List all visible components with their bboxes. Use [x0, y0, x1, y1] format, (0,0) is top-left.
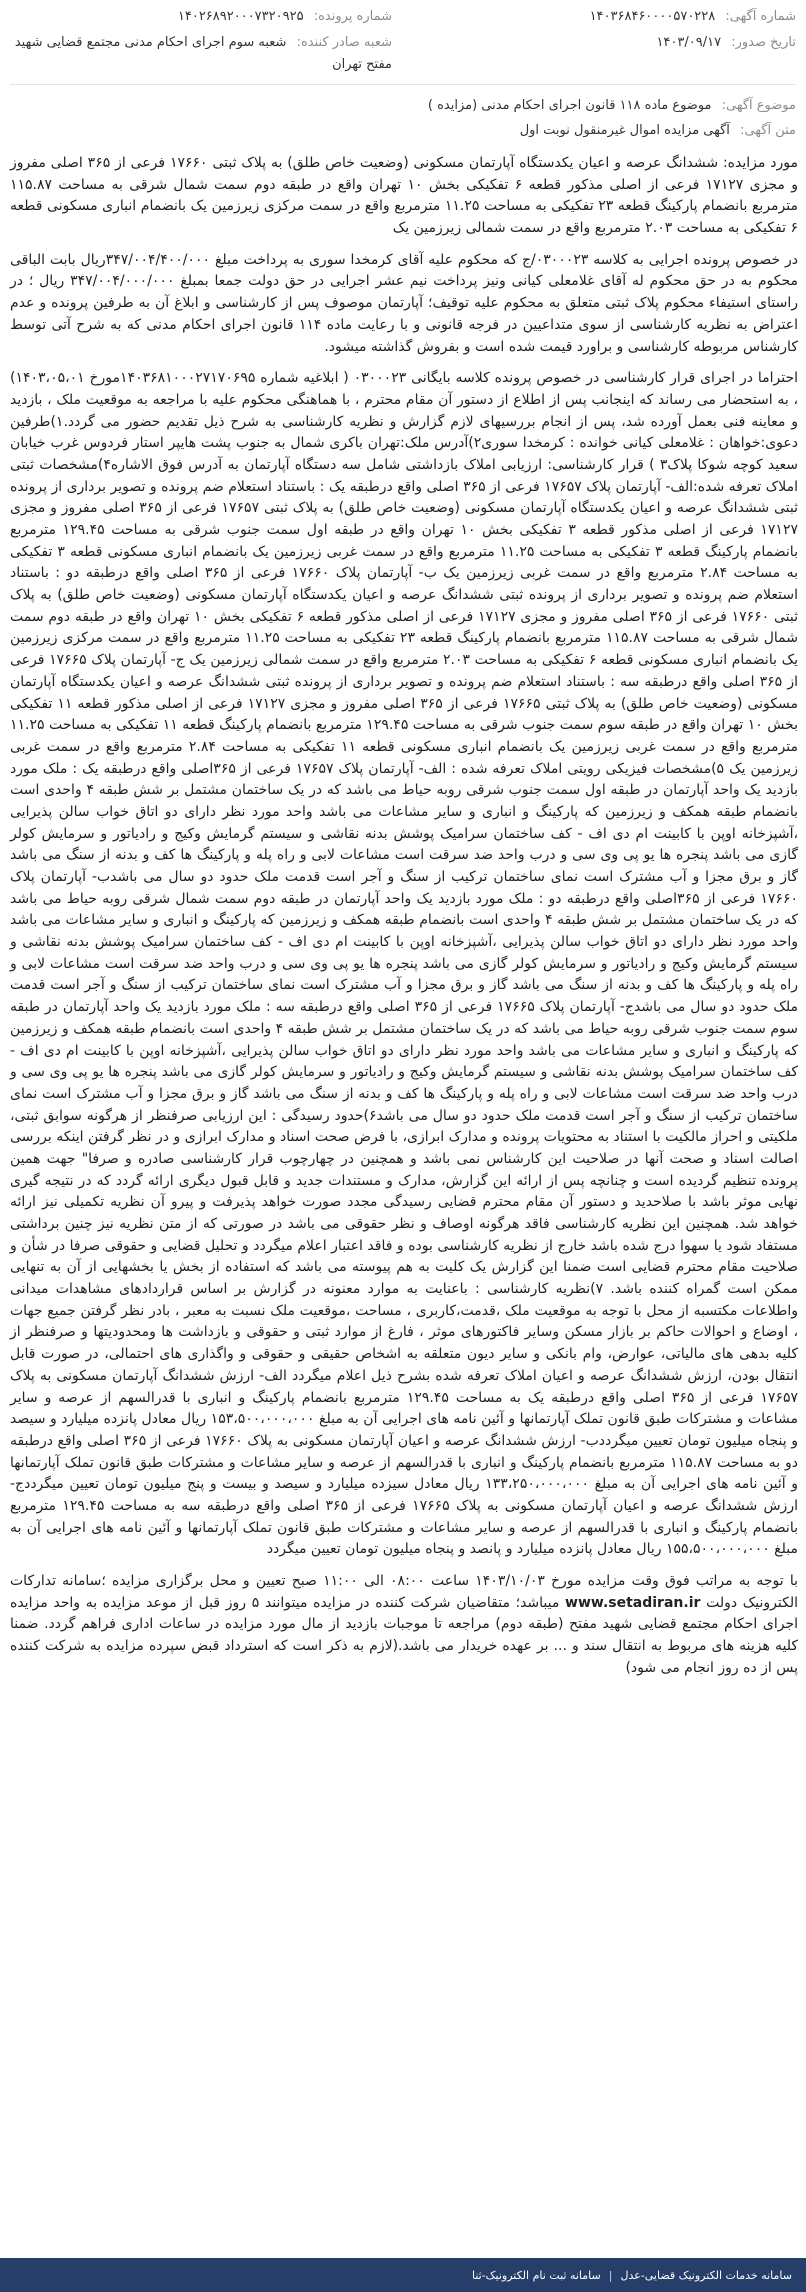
auction-schedule-paragraph — [10, 1571, 798, 1679]
notice-text-value: آگهی مزایده اموال غیرمنقول نوبت اول — [519, 123, 730, 138]
case-number-label: شماره پرونده: — [313, 9, 392, 24]
site-footer — [0, 2258, 806, 2292]
issuing-branch-field — [10, 32, 392, 76]
issuing-branch-label: شعبه صادر کننده: — [296, 35, 392, 50]
issue-date-field — [404, 32, 796, 76]
notice-subject-label: موضوع آگهی: — [721, 98, 796, 113]
setadiran-url: www.setadiran.ir — [565, 1594, 701, 1611]
auction-schedule-text-end: میباشد؛ متقاضیان شرکت کننده در مزایده میتوانند ۵ روز قبل از موعد مزایده به واحد مزایده اجرای احکام مجتمع قضایی شهید مفتح (طبقه دوم) مراجعه تا موجبات بازدید از مال مورد مزایده در ساعات اداری فراهم گردد. ضمنا کلیه هزینه های مربوط به انتقال سند و ... بر عهده خریدار می باشد.(لازم به ذکر است که استرداد قبض سپرده مزایده به شرکت کننده پس از ده روز انجام می شود) — [10, 1594, 798, 1676]
notice-text-label: متن آگهی: — [740, 123, 796, 138]
footer-link-sana[interactable]: سامانه ثبت نام الکترونیک-ثنا — [471, 2268, 601, 2282]
issue-date-value: ۱۴۰۳/۰۹/۱۷ — [656, 35, 722, 50]
notice-number-label: شماره آگهی: — [725, 9, 796, 24]
issuing-branch-value: شعبه سوم اجرای احکام مدنی مجتمع قضایی شهید مفتح تهران — [14, 35, 392, 72]
notice-text-title — [10, 118, 796, 143]
expert-report-paragraph: احتراما در اجرای قرار کارشناسی در خصوص پرونده کلاسه بایگانی ۰۳۰۰۰۲۳ ( ابلاغیه شماره ۱۴۰۳۶۸۱۰۰۰۲۷۱۷۰۶۹۵مورخ ۱۴۰۳،۰۵،۰۱) ، به استحضار می رساند که اینجانب پس از اطلاع از دستور آن مقام محترم ، با هماهنگی محکوم علیه با مراجعه به موقعیت ملک ، بازدید و معاینه فنی بعمل آورده شد، پس از انجام بررسیهای لازم گزارش و نظریه کارشناسی به شرح ذیل تقدیم حضور می گردد.۱)طرفین دعوی:خواهان : غلامعلی کیانی خوانده : کرمخدا سوری۲)آدرس ملک:تهران باکری شمال به جنوب پشت هایپر استار فردوس غرب خیابان سعید کوچه شوکا پلاک۳ ) قرار کارشناسی: ارزیابی املاک بازداشتی شامل سه دستگاه آپارتمان به آدرس فوق الاشاره۴)مشخصات ثبتی املاک تعرفه شده:الف- آپارتمان پلاک ۱۷۶۵۷ فرعی از ۳۶۵ اصلی واقع درطبقه یک : باستناد استعلام ضم پرونده و تصویر برداری از پرونده ثبتی ششدانگ عرصه و اعیان یکدستگاه آپارتمان مسکونی (وضعیت خاص طلق) به پلاک ثبتی ۱۷۶۵۷ فرعی از ۳۶۵ اصلی مفروز و مجزی ۱۷۱۲۷ فرعی از اصلی مذکور قطعه ۳ تفکیکی بخش ۱۰ تهران واقع در طبقه اول سمت جنوب شرقی به مساحت ۱۲۹.۴۵ مترمربع بانضمام پارکینگ قطعه ۳ تفکیکی به مساحت ۱۱.۲۵ مترمربع واقع در سمت غربی زیرزمین یک بانضمام انباری مسکونی قطعه ۳ تفکیکی به مساحت ۲.۸۴ مترمربع واقع در سمت غربی زیرزمین یک ب- آپارتمان پلاک ۱۷۶۶۰ فرعی از ۳۶۵ اصلی واقع درطبقه دو : باستناد استعلام ضم پرونده و تصویر برداری از پرونده ثبتی ششدانگ عرصه و اعیان یکدستگاه آپارتمان مسکونی (وضعیت خاص طلق) به پلاک ثبتی ۱۷۶۶۰ فرعی از ۳۶۵ اصلی مفروز و مجزی ۱۷۱۲۷ فرعی از اصلی مذکور قطعه ۶ تفکیکی بخش ۱۰ تهران واقع در طبقه دوم سمت شمال شرقی به مساحت ۱۱۵.۸۷ مترمربع بانضمام پارکینگ قطعه ۲۳ تفکیکی به مساحت ۱۱.۲۵ مترمربع واقع در سمت مرکزی زیرزمین یک بانضمام انباری مسکونی قطعه ۶ تفکیکی به مساحت ۲.۰۳ مترمربع واقع در سمت شمالی زیرزمین یک ج- آپارتمان پلاک ۱۷۶۶۵ فرعی از ۳۶۵ اصلی واقع درطبقه سه : باستناد استعلام ضم پرونده و تصویر برداری از پرونده ثبتی ششدانگ عرصه و اعیان یکدستگاه آپارتمان مسکونی (وضعیت خاص طلق) به پلاک ثبتی ۱۷۶۶۵ فرعی از ۳۶۵ اصلی مفروز و مجزی ۱۷۱۲۷ فرعی از اصلی مذکور قطعه ۱۱ تفکیکی بخش ۱۰ تهران واقع در طبقه سوم سمت جنوب شرقی به مساحت ۱۲۹.۴۵ مترمربع بانضمام پارکینگ قطعه ۱۱ تفکیکی به مساحت ۱۱.۲۵ مترمربع واقع در سمت غربی زیرزمین یک بانضمام انباری مسکونی قطعه ۱۱ تفکیکی به مساحت ۲.۸۴ مترمربع واقع در سمت غربی زیرزمین یک ۵)مشخصات فیزیکی رویتی املاک تعرفه شده : الف- آپارتمان پلاک ۱۷۶۵۷ فرعی از ۳۶۵اصلی واقع درطبقه یک : ملک مورد بازدید یک واحد آپارتمان در طبقه اول سمت جنوب شرقی روبه حیاط می باشد که در یک ساختمان مشتمل بر شش طبقه ۴ واحدی است بانضمام طبقه همکف و زیرزمین که پارکینگ و انباری و سایر مشاعات می باشد واحد مورد نظر دارای دو اتاق خواب سالن پذیرایی ،آشپزخانه اوپن با کابینت ام دی اف - کف ساختمان سرامیک پوشش بدنه نقاشی و سیستم گرمایش وکیج و رادیاتور و سرمایش کولر گازی می باشد پنجره ها یو پی وی سی و درب واحد ضد سرقت است مشاعات لابی و راه پله و پارکینگ ها کف و بدنه از سنگ می باشد گاز و برق مجزا و آب مشترک است نمای ساختمان ترکیب از سنگ و آجر است قدمت ملک حدود دو سال می باشدب- آپارتمان پلاک ۱۷۶۶۰ فرعی از ۳۶۵اصلی واقع درطبقه دو : ملک مورد بازدید یک واحد آپارتمان در طبقه دوم سمت شمال شرقی روبه حیاط می باشد که در یک ساختمان مشتمل بر شش طبقه ۴ واحدی است بانضمام طبقه همکف و زیرزمین که پارکینگ و انباری و سایر مشاعات می باشد واحد مورد نظر دارای دو اتاق خواب سالن پذیرایی ،آشپزخانه اوپن با کابینت ام دی اف - کف ساختمان سرامیک پوشش بدنه نقاشی و سیستم گرمایش وکیج و رادیاتور و سرمایش کولر گازی می باشد پنجره ها یو پی وی سی و درب واحد ضد سرقت است مشاعات لابی و راه پله و پارکینگ ها کف و بدنه از سنگ می باشد گاز و برق مجزا و آب مشترک است نمای ساختمان ترکیب از سنگ و آجر است قدمت ملک حدود دو سال می باشدج- آپارتمان پلاک ۱۷۶۶۵ فرعی از ۳۶۵ اصلی واقع درطبقه سه : ملک مورد بازدید یک واحد آپارتمان در طبقه سوم سمت جنوب شرقی روبه حیاط می باشد که در یک ساختمان مشتمل بر شش طبقه ۴ واحدی است بانضمام طبقه همکف و زیرزمین که پارکینگ و انباری و سایر مشاعات می باشد واحد مورد نظر دارای دو اتاق خواب سالن پذیرایی ،آشپزخانه اوپن با کابینت ام دی اف - کف ساختمان سرامیک پوشش بدنه نقاشی و سیستم گرمایش وکیج و رادیاتور و سرمایش کولر گازی می باشد پنجره ها یو پی وی سی و درب واحد ضد سرقت است مشاعات لابی و راه پله و پارکینگ ها کف و بدنه از سنگ می باشد گاز و برق مجزا و آب مشترک است نمای ساختمان ترکیب از سنگ و آجر است قدمت ملک حدود دو سال می باشد۶)حدود رسیدگی : این ارزیابی صرفنظر از هرگونه سوابق ثبتی، ملکیتی و احراز مالکیت با استناد به محتویات پرونده و مدارک ابرازی، با فرض صحت اسناد و مدارک ابرازی و در نظر گرفتن اینکه بررسی اصالت اسناد و صحت آنها در صلاحیت این کارشناس نمی باشد و همچنین در چهارچوب قرار کارشناسی صادره و صرفا" جهت همین پرونده تنظیم گردیده است و چنانچه پس از ارائه این گزارش، مدارک و مستندات جدید و قابل قبول دیگری ارائه گردد که در نتیجه گیری نهایی موثر باشد با صلاحدید و دستور آن مقام محترم قضایی رسیدگی مجدد صورت خواهد پذیرفت و پیرو آن نظریه تکمیلی نیز ارائه خواهد شد. همچنین این نظریه کارشناسی فاقد هرگونه اوصاف و نظر حقوقی می باشد در صورتی که از متن نظریه نیز چنین برداشتی مستفاد شود یا سهوا درج شده باشد خارج از نظریه کارشناسی بوده و فاقد اعتبار اعلام میگردد و تحلیل قضایی و حقوقی صرفا در شأن و صلاحیت مقام محترم قضایی است ضمنا این گزارش یک کلیت به هم پیوسته می باشد که استفاده از بخش یا بخشهایی از آن به تنهایی ممکن است گمراه کننده باشد. ۷)نظریه کارشناسی : باعنایت به موارد معنونه در گزارش بر اساس قراردادهای مشاهدات میدانی واطلاعات مکتسبه از محل با توجه به موقعیت ملک ،قدمت،کاربری ، مساحت ،موقعیت ملک نسبت به معبر ، بادر نظر گرفتن جمیع جهات ، اوضاع و احوالات حاکم بر بازار مسکن وسایر فاکتورهای موثر ، فارغ از موارد ثبتی و حقوقی و بازداشت ها ومحدودیتها و صرفنظر از کلیه بدهی های مالیاتی، عوارض، وام بانکی و سایر دیون متعلقه به اشخاص حقیقی و حقوقی و واگذاری های احتمالی، در صورت قابل انتقال بودن، ارزش ششدانگ عرصه و اعیان املاک تعرفه شده بشرح ذیل اعلام میگردد الف- ارزش ششدانگ آپارتمان مسکونی به پلاک ۱۷۶۵۷ فرعی از ۳۶۵ اصلی واقع درطبقه یک به مساحت ۱۲۹.۴۵ مترمربع بانضمام پارکینگ و انباری با قدرالسهم از عرصه و سایر مشاعات و مشترکات طبق قانون تملک آپارتمانها و آئین نامه های اجرایی آن به مبلغ ۱۵۳،۵۰۰،۰۰۰،۰۰۰ ریال معادل پانزده میلیارد و سیصد و پنجاه میلیون تومان تعیین میگرددب- ارزش ششدانگ عرصه و اعیان آپارتمان مسکونی به پلاک ۱۷۶۶۰ فرعی از ۳۶۵ اصلی واقع درطبقه دو به مساحت ۱۱۵.۸۷ مترمربع بانضمام پارکینگ و انباری با قدرالسهم از عرصه و سایر مشاعات و مشترکات طبق قانون تملک آپارتمانها و آئین نامه های اجرایی آن به مبلغ ۱۳۳،۲۵۰،۰۰۰،۰۰۰ ریال معادل سیزده میلیارد و سیصد و بیست و پنج میلیون تومان تعیین میگرددج- ارزش ششدانگ عرصه و اعیان آپارتمان مسکونی به پلاک ۱۷۶۶۵ فرعی از ۳۶۵ اصلی واقع درطبقه سه به مساحت ۱۲۹.۴۵ مترمربع بانضمام پارکینگ و انباری با قدرالسهم از عرصه و سایر مشاعات و مشترکات طبق قانون تملک آپارتمانها و آئین نامه های اجرایی آن به مبلغ ۱۵۵،۵۰۰،۰۰۰،۰۰۰ ریال معادل پانزده میلیارد و پانصد و پنجاه میلیون تومان تعیین میگردد — [10, 370, 799, 1558]
notice-meta — [0, 85, 806, 143]
footer-link-adl[interactable]: سامانه خدمات الکترونیک قضایی-عدل — [620, 2268, 792, 2282]
issue-date-label: تاریخ صدور: — [731, 35, 796, 50]
auction-schedule-text-start: با توجه به مراتب فوق وقت مزایده مورخ ۱۴۰۳/۱۰/۰۳ ساعت ۰۸:۰۰ الی ۱۱:۰۰ صبح تعیین و محل برگزاری مزایده ؛سامانه تدارکات الکترونیک دولت — [10, 1573, 799, 1611]
notice-subject — [10, 93, 796, 118]
notice-header — [0, 0, 806, 76]
notice-number-value: ۱۴۰۳۶۸۴۶۰۰۰۰۵۷۰۲۲۸ — [589, 9, 716, 24]
auction-item-paragraph: مورد مزایده: ششدانگ عرصه و اعیان یکدستگاه آپارتمان مسکونی (وضعیت خاص طلق) به پلاک ثبتی ۱۷۶۶۰ فرعی از ۳۶۵ اصلی مفروز و مجزی ۱۷۱۲۷ فرعی از اصلی مذکور قطعه ۶ تفکیکی بخش ۱۰ تهران واقع در طبقه دوم سمت شمال شرقی به مساحت ۱۱۵.۸۷ مترمربع بانضمام پارکینگ قطعه ۲۳ تفکیکی به مساحت ۱۱.۲۵ مترمربع واقع در سمت مرکزی زیرزمین یک بانضمام انباری مسکونی قطعه ۶ تفکیکی به مساحت ۲.۰۳ مترمربع واقع در سمت شمالی زیرزمین یک — [10, 155, 798, 237]
case-details-paragraph: در خصوص پرونده اجرایی به کلاسه ۰۳۰۰۰۲۳/ج که محکوم علیه آقای کرمخدا سوری به پرداخت مبلغ ۳۴۷/۰۰۴/۴۰۰/۰۰۰ریال بابت الباقی محکوم به در حق محکوم له آقای غلامعلی کیانی ونیز پرداخت نیم عشر اجرایی در حق دولت جمعا بمبلغ ۳۴۷/۰۰۴/۰۰۰/۰۰۰ ریال ؛ در راستای استیفاء محکوم پلاک ثبتی متعلق به محکوم علیه توقیف؛ آپارتمان موصوف پس از کارشناسی و ابلاغ آن به طرفین پرونده و عدم اعتراض به نظریه کارشناسی از سوی متداعیین در فرجه قانونی و با رعایت ماده ۱۱۴ قانون اجرای احکام مدنی که به شرح آتی توسط کارشناس مربوطه کارشناسی و براورد قیمت شده است و بفروش گذاشته میشود. — [10, 251, 799, 355]
notice-subject-value: موضوع ماده ۱۱۸ قانون اجرای احکام مدنی (مزایده ) — [427, 98, 712, 113]
case-number-field — [10, 6, 392, 28]
footer-separator: | — [608, 2268, 613, 2282]
notice-number-field — [404, 6, 796, 28]
case-number-value: ۱۴۰۲۶۸۹۲۰۰۰۷۳۲۰۹۲۵ — [177, 9, 304, 24]
notice-body — [0, 143, 806, 1679]
